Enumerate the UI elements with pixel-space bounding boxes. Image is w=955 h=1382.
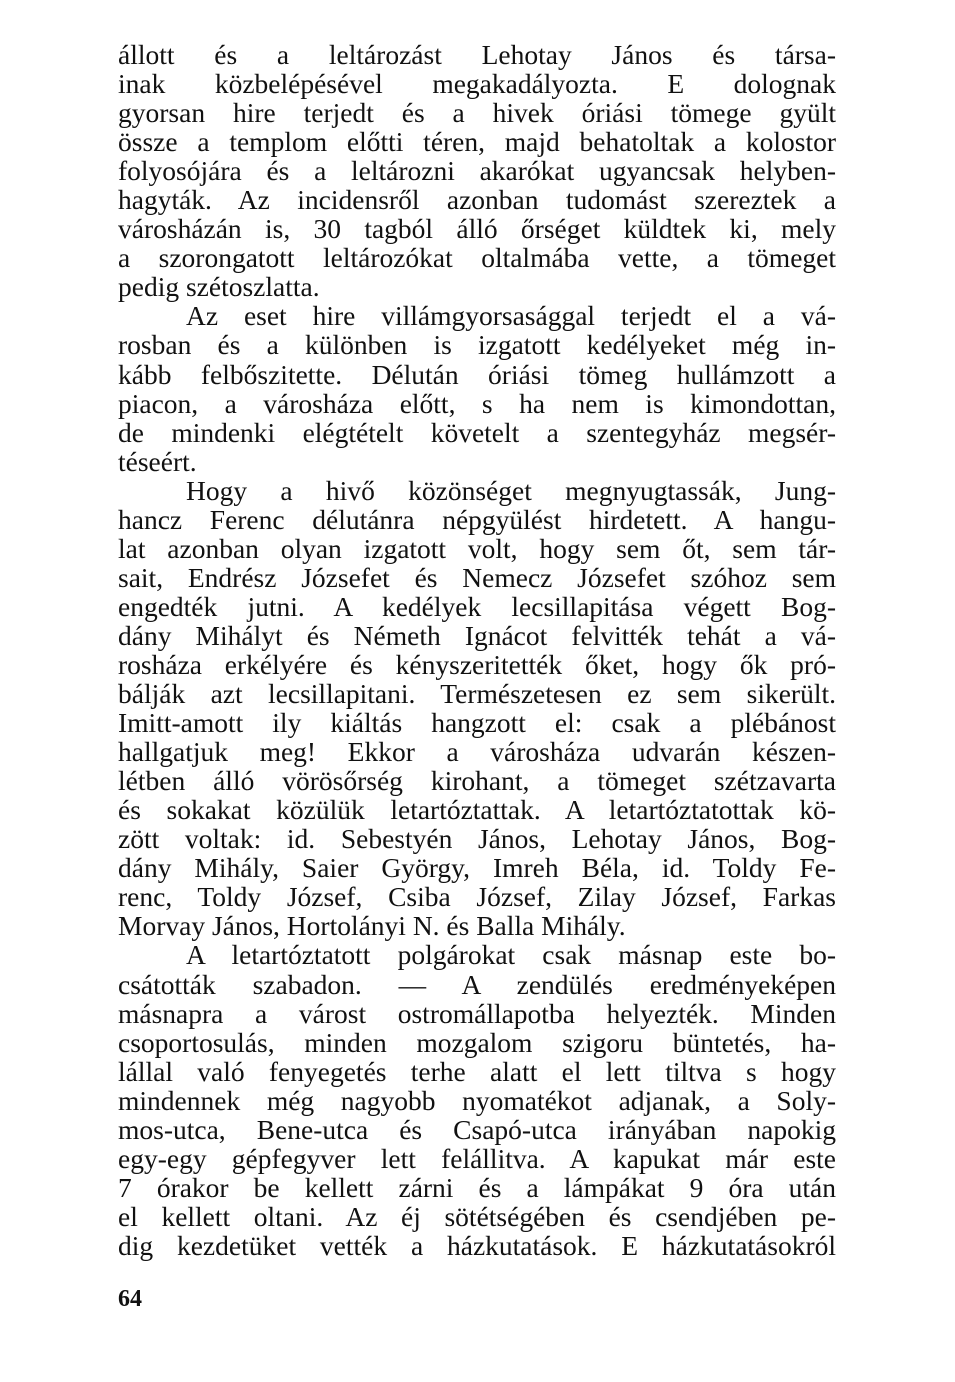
text-line: gyorsan hire terjedt és a hivek óriási tömege gyült <box>118 97 836 129</box>
paragraph <box>118 940 836 1260</box>
text-line: Morvay János, Hortolányi N. és Balla Mihály. <box>118 910 626 942</box>
text-line: városházán is, 30 tagból álló őrséget küldtek ki, mely <box>118 213 836 245</box>
text-line: renc, Toldy József, Csiba József, Zilay József, Farkas <box>118 881 836 913</box>
text-line: csoportosulás, minden mozgalom szigoru büntetés, ha- <box>118 1026 836 1058</box>
text-line: a szorongatott leltározókat oltalmába vette, a tömeget <box>118 242 836 274</box>
paragraph <box>118 40 836 301</box>
text-line: csátották szabadon. — A zendülés eredményeképen <box>118 968 836 1000</box>
text-line: bálják azt lecsillapitani. Természetesen ez sem sikerült. <box>118 678 836 710</box>
text-line: mindennek még nagyobb nyomatékot adjanak, a Soly- <box>118 1084 836 1116</box>
text-line: Hogy a hivő közönséget megnyugtassák, Jung- <box>186 474 836 506</box>
text-line: Imitt-amott ily kiáltás hangzott el: csak a plébánost <box>118 707 836 739</box>
text-line: dig kezdetüket vették a házkutatások. E házkutatásokról <box>118 1229 836 1261</box>
text-line: hallgatjuk meg! Ekkor a városháza udvarán készen- <box>118 736 836 768</box>
paragraph <box>118 301 836 475</box>
page-number: 64 <box>118 1286 142 1312</box>
text-line: sait, Endrész Józsefet és Nemecz Józsefet szóhoz sem <box>118 561 836 593</box>
text-line: egy-egy gépfegyver lett felállitva. A kapukat már este <box>118 1142 836 1174</box>
page-body <box>118 40 836 1260</box>
text-line: lat azonban olyan izgatott volt, hogy sem őt, sem tár- <box>118 532 836 564</box>
text-line: állott és a leltározást Lehotay János és társa- <box>118 39 836 70</box>
text-line: létben álló vörösőrség kirohant, a tömeget szétzavarta <box>118 765 836 797</box>
text-line: hancz Ferenc délutánra népgyülést hirdetett. A hangu- <box>118 503 836 535</box>
text-line: össze a templom előtti téren, majd behatoltak a kolostor <box>118 126 836 158</box>
text-line: dány Mihályt és Németh Ignácot felvitték tehát a vá- <box>118 619 836 651</box>
text-line: el kellett oltani. Az éj sötétségében és csendjében pe- <box>118 1200 836 1232</box>
text-line: de mindenki elégtételt követelt a szentegyház megsér- <box>118 416 836 448</box>
text-line: rosháza erkélyére és kényszeritették őket, hogy ők pró- <box>118 648 836 680</box>
text-line: dány Mihály, Saier György, Imreh Béla, id. Toldy Fe- <box>118 852 836 884</box>
text-line: folyosójára és a leltározni akarókat ugyancsak helyben- <box>118 155 836 187</box>
text-line: és sokakat közülük letartóztattak. A letartóztatottak kö- <box>118 794 836 826</box>
text-line: téseért. <box>118 445 197 477</box>
text-line: pedig szétoszlatta. <box>118 271 320 303</box>
text-line: mos-utca, Bene-utca és Csapó-utca irányában napokig <box>118 1113 836 1145</box>
text-line: A letartóztatott polgárokat csak másnap este bo- <box>186 939 836 971</box>
paragraph <box>118 476 836 941</box>
text-line: zött voltak: id. Sebestyén János, Lehotay János, Bog- <box>118 823 836 855</box>
text-line: Az eset hire villámgyorsasággal terjedt el a vá- <box>186 300 836 332</box>
text-line: másnapra a várost ostromállapotba helyezték. Minden <box>118 997 836 1029</box>
text-line: 7 órakor be kellett zárni és a lámpákat 9 óra után <box>118 1171 836 1203</box>
text-line: hagyták. Az incidensről azonban tudomást szereztek a <box>118 184 836 216</box>
text-line: lállal való fenyegetés terhe alatt el lett tiltva s hogy <box>118 1055 836 1087</box>
text-line: rosban és a különben is izgatott kedélyeket még in- <box>118 329 836 361</box>
text-line: kább felbőszitette. Délután óriási tömeg hullámzott a <box>118 358 836 390</box>
text-line: inak közbelépésével megakadályozta. E dolognak <box>118 68 836 100</box>
text-line: engedték jutni. A kedélyek lecsillapitása végett Bog- <box>118 590 836 622</box>
text-line: piacon, a városháza előtt, s ha nem is kimondottan, <box>118 387 836 419</box>
